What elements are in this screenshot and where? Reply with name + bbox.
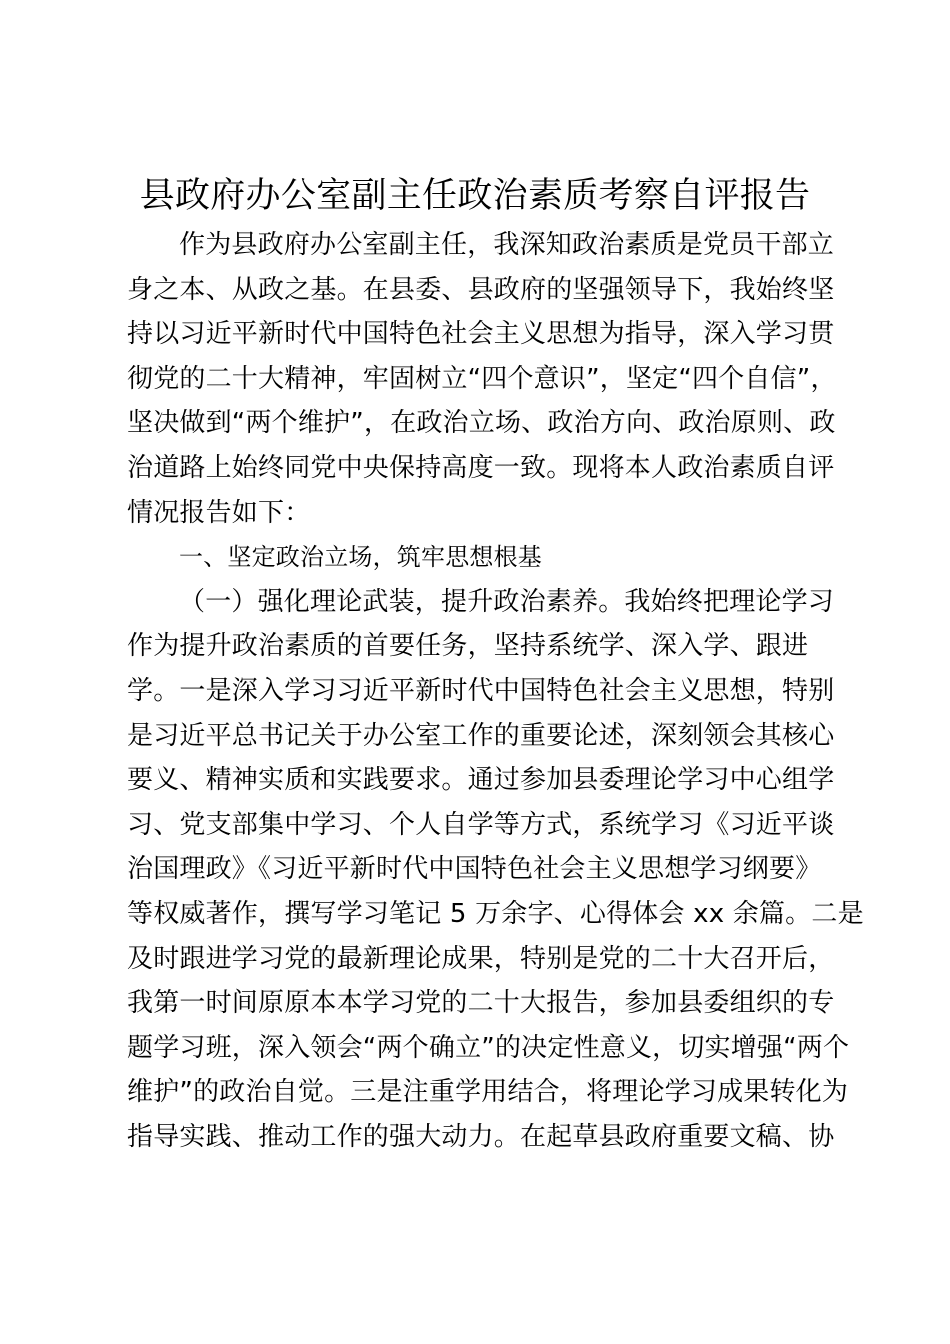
paragraph-line: 题学习班，深入领会“两个确立”的决定性意义，切实增强“两个 [127,1032,850,1063]
paragraph-line: 身之本、从政之基。在县委、县政府的坚强领导下，我始终坚 [127,274,835,305]
section-heading: 一、坚定政治立场，筑牢思想根基 [179,543,542,572]
paragraph-line: 学。一是深入学习习近平新时代中国特色社会主义思想，特别 [127,675,835,706]
paragraph-line: 作为县政府办公室副主任，我深知政治素质是党员干部立 [179,230,835,260]
paragraph-line: 治道路上始终同党中央保持高度一致。现将本人政治素质自评 [127,452,835,483]
paragraph-line: 是习近平总书记关于办公室工作的重要论述，深刻领会其核心 [127,720,835,751]
paragraph-line: 彻党的二十大精神，牢固树立“四个意识”，坚定“四个自信”， [127,363,837,394]
paragraph-line: 要义、精神实质和实践要求。通过参加县委理论学习中心组学 [127,765,835,796]
paragraph-line: 习、党支部集中学习、个人自学等方式，系统学习《习近平谈 [127,809,835,840]
document-body [127,223,864,1159]
paragraph-line: 情况报告如下： [127,497,311,528]
paragraph-line: 持以习近平新时代中国特色社会主义思想为指导，深入学习贯 [127,319,835,350]
paragraph-line: （一）强化理论武装，提升政治素养。我始终把理论学习 [179,586,835,617]
paragraph-line: 我第一时间原原本本学习党的二十大报告，参加县委组织的专 [127,988,835,1019]
paragraph-line: 维护”的政治自觉。三是注重学用结合，将理论学习成果转化为 [127,1077,849,1108]
paragraph-line: 治国理政》《习近平新时代中国特色社会主义思想学习纲要》 [127,854,822,885]
paragraph-line: 等权威著作，撰写学习笔记 5 万余字、心得体会 xx 余篇。二是 [127,898,864,929]
document-title: 县政府办公室副主任政治素质考察自评报告 [139,176,811,216]
paragraph-line: 指导实践、推动工作的强大动力。在起草县政府重要文稿、协 [127,1121,835,1152]
paragraph-line: 作为提升政治素质的首要任务，坚持系统学、深入学、跟进 [127,631,809,662]
paragraph-line: 坚决做到“两个维护”，在政治立场、政治方向、政治原则、政 [127,408,836,439]
paragraph-line: 及时跟进学习党的最新理论成果，特别是党的二十大召开后， [127,943,835,974]
